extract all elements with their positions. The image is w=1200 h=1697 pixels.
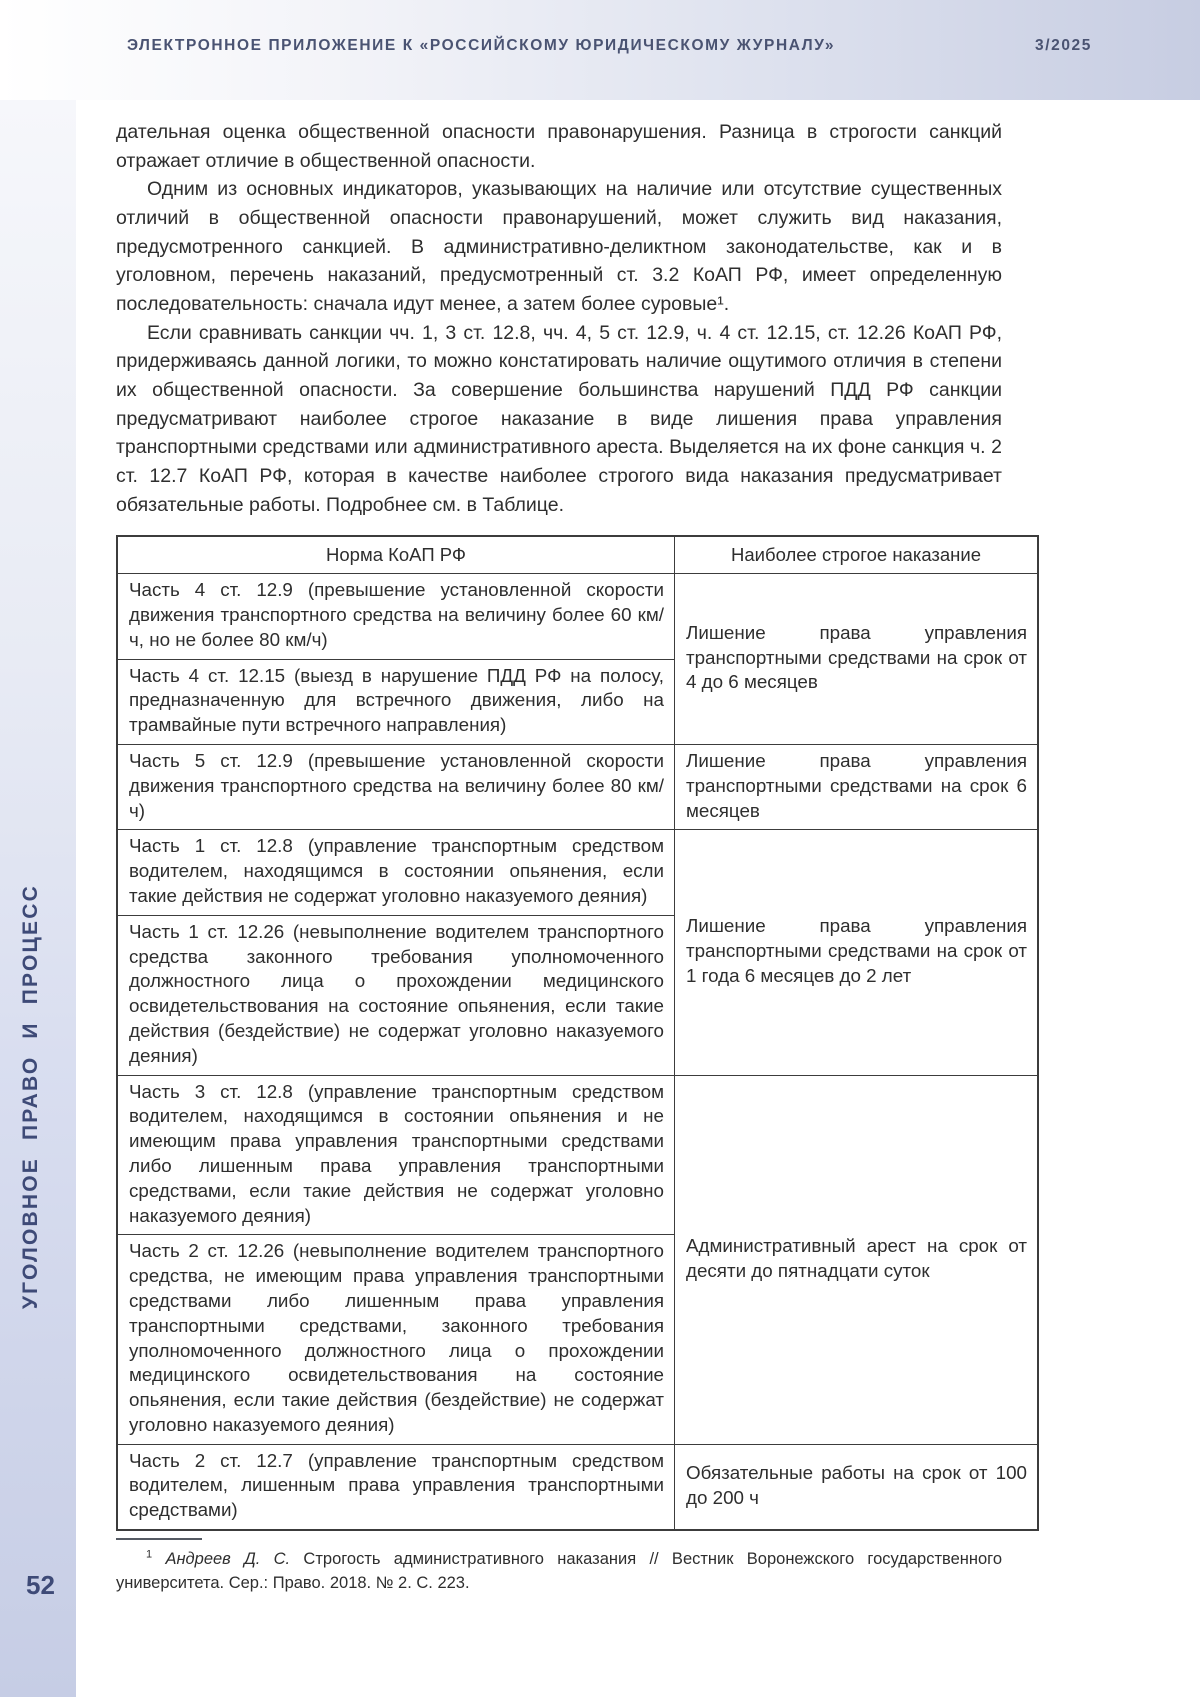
punishment-cell: Лишение права управления транспортными средствами на срок от 1 года 6 месяцев до 2 лет bbox=[675, 830, 1039, 1075]
paragraph-2: Одним из основных индикаторов, указывающих на наличие или отсутствие существенных отличий в общественной опасности правонарушений, может служить вид наказания, предусмотренного санкцией. В административно-деликтном законодательстве, как и в уголовном, перечень наказаний, предусмотренный ст. 3.2 КоАП РФ, имеет определенную последовательность: сначала идут менее, а затем более суровые¹. bbox=[116, 178, 1002, 315]
page-header bbox=[0, 0, 1200, 100]
table-header-row bbox=[117, 536, 1038, 574]
footnote-divider bbox=[116, 1538, 202, 1540]
section-title-vertical: УГОЛОВНОЕ ПРАВО И ПРОЦЕСС bbox=[19, 883, 42, 1309]
norm-cell: Часть 4 ст. 12.15 (выезд в нарушение ПДД РФ на полосу, предназначенную для встречного движения, либо на трамвайные пути встречного направления) bbox=[117, 659, 675, 744]
footnote-line bbox=[116, 1548, 1002, 1596]
table-row bbox=[117, 1075, 1038, 1235]
paragraph-3: Если сравнивать санкции чч. 1, 3 ст. 12.8, чч. 4, 5 ст. 12.9, ч. 4 ст. 12.15, ст. 12.26 КоАП РФ, придерживаясь данной логики, то можно констатировать наличие ощутимого отличия в степени их общественной опасности. За совершение большинства нарушений ПДД РФ санкции предусматривают наиболее строгое наказание в виде лишения права управления транспортными средствами или административного ареста. Выделяется на их фоне санкция ч. 2 ст. 12.7 КоАП РФ, которая в качестве наиболее строгого вида наказания предусматривает обязательные работы. Подробнее см. в Таблице. bbox=[116, 321, 1002, 516]
issue-number: 3/2025 bbox=[1034, 37, 1092, 54]
norm-cell: Часть 4 ст. 12.9 (превышение установленной скорости движения транспортного средства на величину более 60 км/ч, но не более 80 км/ч) bbox=[117, 574, 675, 659]
sanctions-table bbox=[116, 535, 1039, 1531]
footnote bbox=[116, 1538, 1002, 1596]
page-number: 52 bbox=[26, 1570, 55, 1600]
sidebar-strip bbox=[0, 100, 76, 1697]
footnote-text: Строгость административного наказания // Вестник Воронежского государственного университета. Сер.: Право. 2018. № 2. С. 223. bbox=[116, 1550, 1002, 1592]
paragraph-1: дательная оценка общественной опасности правонарушения. Разница в строгости санкций отражает отличие в общественной опасности. bbox=[116, 121, 1002, 172]
table-row bbox=[117, 574, 1038, 659]
journal-title: ЭЛЕКТРОННОЕ ПРИЛОЖЕНИЕ К «РОССИЙСКОМУ ЮРИДИЧЕСКОМУ ЖУРНАЛУ» bbox=[127, 37, 836, 54]
column-header-punishment: Наиболее строгое наказание bbox=[675, 536, 1039, 574]
norm-cell: Часть 5 ст. 12.9 (превышение установленной скорости движения транспортного средства на величину более 80 км/ч) bbox=[117, 744, 675, 829]
norm-cell: Часть 1 ст. 12.26 (невыполнение водителем транспортного средства законного требования уполномоченного должностного лица о прохождении медицинского освидетельствования на состояние опьянения, если такие действия (бездействие) не содержат уголовно наказуемого деяния) bbox=[117, 915, 675, 1075]
table-row bbox=[117, 744, 1038, 829]
article-body bbox=[116, 118, 1027, 1531]
norm-cell: Часть 1 ст. 12.8 (управление транспортным средством водителем, находящимся в состоянии опьянения, если такие действия не содержат уголовно наказуемого деяния) bbox=[117, 830, 675, 915]
punishment-cell: Административный арест на срок от десяти до пятнадцати суток bbox=[675, 1075, 1039, 1444]
punishment-cell: Лишение права управления транспортными средствами на срок 6 месяцев bbox=[675, 744, 1039, 829]
norm-cell: Часть 2 ст. 12.26 (невыполнение водителем транспортного средства, не имеющим права управления транспортными средствами либо лишенным права управления транспортными средствами, законного требования уполномоченного должностного лица о прохождении медицинского освидетельствования на состояние опьянения, если такие действия (бездействие) не содержат уголовно наказуемого деяния) bbox=[117, 1235, 675, 1444]
footnote-author: Андреев Д. С. bbox=[165, 1550, 291, 1568]
norm-cell: Часть 2 ст. 12.7 (управление транспортным средством водителем, лишенным права управления транспортными средствами) bbox=[117, 1444, 675, 1530]
punishment-cell: Обязательные работы на срок от 100 до 200 ч bbox=[675, 1444, 1039, 1530]
norm-cell: Часть 3 ст. 12.8 (управление транспортным средством водителем, находящимся в состоянии опьянения и не имеющим права управления транспортными средствами либо лишенным права управления транспортными средствами, если такие действия не содержат уголовно наказуемого деяния) bbox=[117, 1075, 675, 1235]
column-header-norm: Норма КоАП РФ bbox=[117, 536, 675, 574]
table-row bbox=[117, 830, 1038, 915]
footnote-marker: 1 bbox=[146, 1548, 153, 1561]
table-row bbox=[117, 1444, 1038, 1530]
punishment-cell: Лишение права управления транспортными средствами на срок от 4 до 6 месяцев bbox=[675, 574, 1039, 745]
